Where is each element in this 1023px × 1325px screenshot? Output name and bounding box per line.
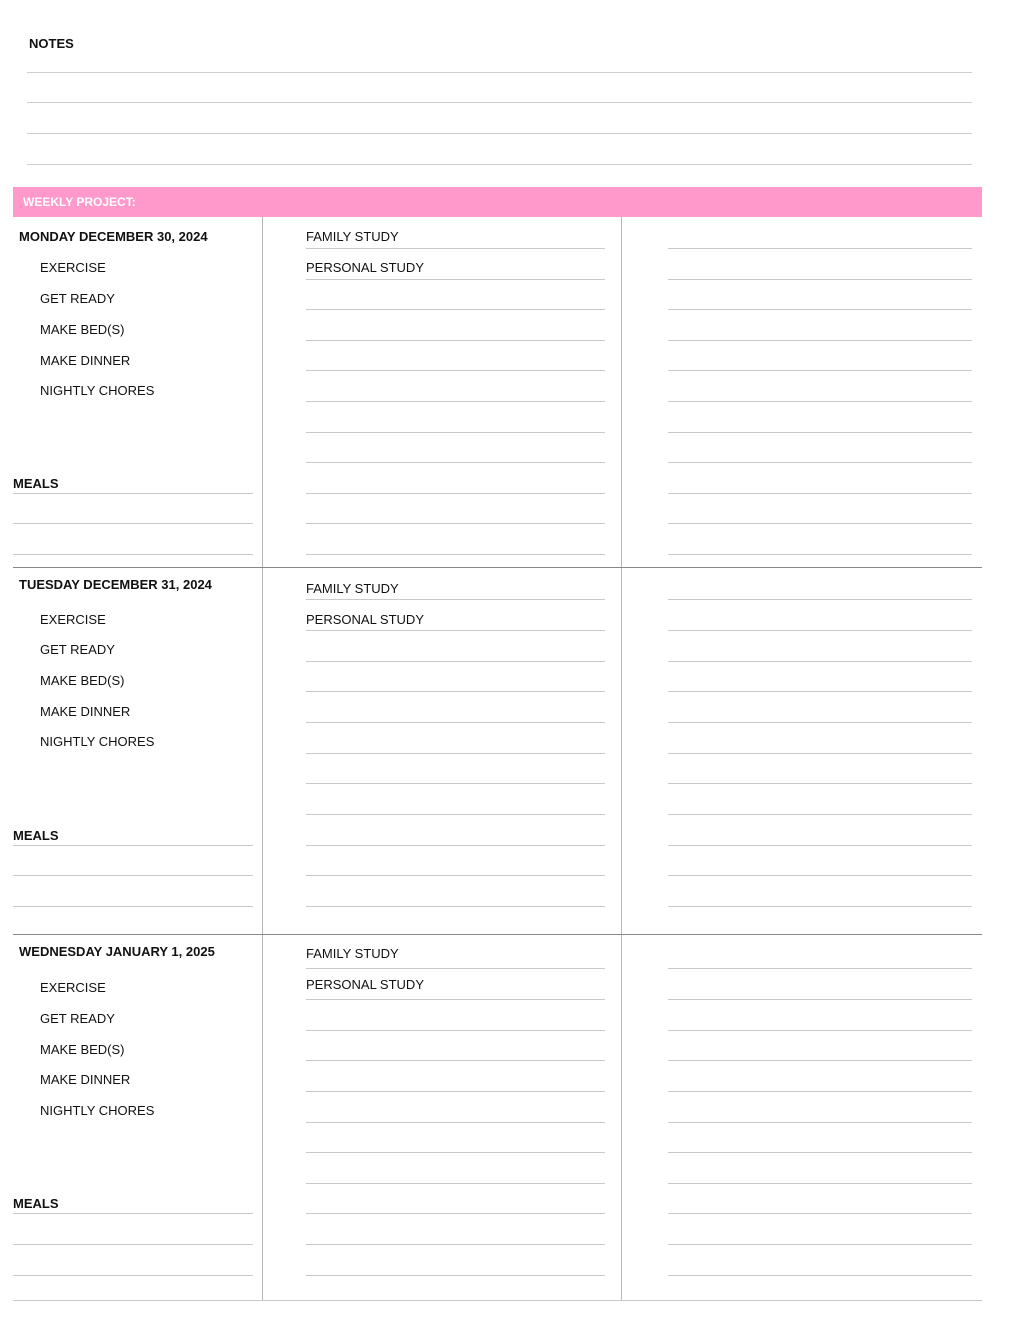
study-line[interactable] xyxy=(306,722,605,723)
task-item[interactable]: NIGHTLY CHORES xyxy=(40,1103,155,1118)
task-item[interactable]: NIGHTLY CHORES xyxy=(40,734,155,749)
study-item[interactable]: PERSONAL STUDY xyxy=(306,977,424,992)
notes-column-line[interactable] xyxy=(668,875,972,876)
task-item[interactable]: MAKE DINNER xyxy=(40,704,131,719)
study-line[interactable] xyxy=(306,599,605,600)
notes-column-line[interactable] xyxy=(668,309,972,310)
weekly-project-label: WEEKLY PROJECT: xyxy=(23,195,136,209)
notes-column-line[interactable] xyxy=(668,493,972,494)
notes-line[interactable] xyxy=(27,164,972,165)
study-line[interactable] xyxy=(306,1275,605,1276)
study-line[interactable] xyxy=(306,783,605,784)
meal-line[interactable] xyxy=(13,1244,253,1245)
notes-column-line[interactable] xyxy=(668,248,972,249)
notes-column-line[interactable] xyxy=(668,753,972,754)
notes-column-line[interactable] xyxy=(668,401,972,402)
notes-column-line[interactable] xyxy=(668,783,972,784)
study-line[interactable] xyxy=(306,340,605,341)
meal-line[interactable] xyxy=(13,554,253,555)
study-line[interactable] xyxy=(306,814,605,815)
meal-line[interactable] xyxy=(13,523,253,524)
notes-column-line[interactable] xyxy=(668,1152,972,1153)
study-line[interactable] xyxy=(306,1244,605,1245)
day-date: MONDAY DECEMBER 30, 2024 xyxy=(19,229,208,244)
meal-line[interactable] xyxy=(13,875,253,876)
meals-label: MEALS xyxy=(13,1196,59,1211)
study-line[interactable] xyxy=(306,845,605,846)
notes-column-line[interactable] xyxy=(668,968,972,969)
day-block xyxy=(13,935,982,1302)
notes-column-line[interactable] xyxy=(668,906,972,907)
study-line[interactable] xyxy=(306,1091,605,1092)
notes-column-line[interactable] xyxy=(668,630,972,631)
study-line[interactable] xyxy=(306,370,605,371)
study-line[interactable] xyxy=(306,279,605,280)
task-item[interactable]: GET READY xyxy=(40,642,115,657)
notes-column-line[interactable] xyxy=(668,1213,972,1214)
study-line[interactable] xyxy=(306,875,605,876)
notes-column-line[interactable] xyxy=(668,462,972,463)
task-item[interactable]: GET READY xyxy=(40,1011,115,1026)
task-item[interactable]: MAKE BED(S) xyxy=(40,322,125,337)
meal-line[interactable] xyxy=(13,845,253,846)
column-divider xyxy=(262,568,263,935)
meal-line[interactable] xyxy=(13,1275,253,1276)
notes-column-line[interactable] xyxy=(668,340,972,341)
notes-column-line[interactable] xyxy=(668,1122,972,1123)
column-divider xyxy=(262,935,263,1301)
notes-line[interactable] xyxy=(27,133,972,134)
task-item[interactable]: NIGHTLY CHORES xyxy=(40,383,155,398)
task-item[interactable]: EXERCISE xyxy=(40,612,106,627)
study-line[interactable] xyxy=(306,432,605,433)
day-date: TUESDAY DECEMBER 31, 2024 xyxy=(19,577,212,592)
notes-column-line[interactable] xyxy=(668,599,972,600)
meals-label: MEALS xyxy=(13,476,59,491)
column-divider xyxy=(621,217,622,568)
notes-title: NOTES xyxy=(29,36,74,51)
notes-column-line[interactable] xyxy=(668,1244,972,1245)
notes-column-line[interactable] xyxy=(668,1183,972,1184)
day-divider xyxy=(13,1300,982,1301)
notes-column-line[interactable] xyxy=(668,814,972,815)
study-line[interactable] xyxy=(306,999,605,1000)
task-item[interactable]: MAKE DINNER xyxy=(40,353,131,368)
notes-column-line[interactable] xyxy=(668,1030,972,1031)
study-item[interactable]: FAMILY STUDY xyxy=(306,581,399,596)
study-item[interactable]: PERSONAL STUDY xyxy=(306,612,424,627)
task-item[interactable]: GET READY xyxy=(40,291,115,306)
task-item[interactable]: MAKE DINNER xyxy=(40,1072,131,1087)
notes-column-line[interactable] xyxy=(668,432,972,433)
notes-column-line[interactable] xyxy=(668,1091,972,1092)
notes-column-line[interactable] xyxy=(668,523,972,524)
study-item[interactable]: PERSONAL STUDY xyxy=(306,260,424,275)
notes-column-line[interactable] xyxy=(668,1275,972,1276)
study-line[interactable] xyxy=(306,1122,605,1123)
study-line[interactable] xyxy=(306,1060,605,1061)
meals-label: MEALS xyxy=(13,828,59,843)
notes-column-line[interactable] xyxy=(668,691,972,692)
study-line[interactable] xyxy=(306,1152,605,1153)
notes-column-line[interactable] xyxy=(668,370,972,371)
day-block xyxy=(13,568,982,935)
study-line[interactable] xyxy=(306,691,605,692)
study-line[interactable] xyxy=(306,309,605,310)
study-line[interactable] xyxy=(306,1030,605,1031)
notes-column-line[interactable] xyxy=(668,661,972,662)
notes-column-line[interactable] xyxy=(668,999,972,1000)
study-line[interactable] xyxy=(306,523,605,524)
study-line[interactable] xyxy=(306,462,605,463)
notes-column-line[interactable] xyxy=(668,722,972,723)
day-block xyxy=(13,217,982,568)
notes-line[interactable] xyxy=(27,102,972,103)
meal-line[interactable] xyxy=(13,1213,253,1214)
column-divider xyxy=(621,568,622,935)
day-date: WEDNESDAY JANUARY 1, 2025 xyxy=(19,944,215,959)
task-item[interactable]: EXERCISE xyxy=(40,260,106,275)
notes-column-line[interactable] xyxy=(668,279,972,280)
column-divider xyxy=(262,217,263,568)
study-line[interactable] xyxy=(306,248,605,249)
task-item[interactable]: EXERCISE xyxy=(40,980,106,995)
column-divider xyxy=(621,935,622,1301)
notes-column-line[interactable] xyxy=(668,1060,972,1061)
weekly-project-bar[interactable] xyxy=(13,187,982,217)
task-item[interactable]: MAKE BED(S) xyxy=(40,673,125,688)
study-line[interactable] xyxy=(306,1183,605,1184)
task-item[interactable]: MAKE BED(S) xyxy=(40,1042,125,1057)
study-item[interactable]: FAMILY STUDY xyxy=(306,229,399,244)
study-line[interactable] xyxy=(306,968,605,969)
meal-line[interactable] xyxy=(13,906,253,907)
study-line[interactable] xyxy=(306,401,605,402)
study-line[interactable] xyxy=(306,493,605,494)
meal-line[interactable] xyxy=(13,493,253,494)
study-line[interactable] xyxy=(306,661,605,662)
study-line[interactable] xyxy=(306,554,605,555)
study-item[interactable]: FAMILY STUDY xyxy=(306,946,399,961)
study-line[interactable] xyxy=(306,753,605,754)
study-line[interactable] xyxy=(306,630,605,631)
study-line[interactable] xyxy=(306,1213,605,1214)
study-line[interactable] xyxy=(306,906,605,907)
notes-column-line[interactable] xyxy=(668,554,972,555)
notes-column-line[interactable] xyxy=(668,845,972,846)
notes-line[interactable] xyxy=(27,72,972,73)
